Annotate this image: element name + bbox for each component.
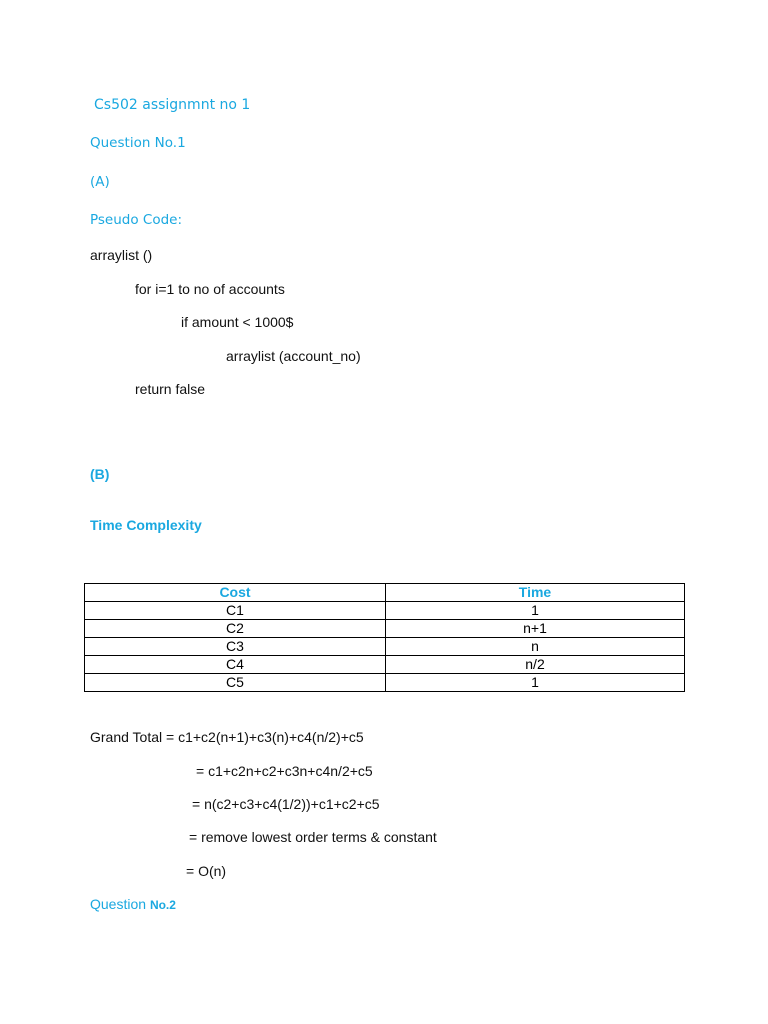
table-row	[85, 674, 685, 692]
question-2-prefix: Question	[90, 896, 147, 912]
time-cell: 1	[386, 674, 685, 692]
time-cell: n	[386, 638, 685, 656]
question-2-heading	[90, 895, 176, 914]
equation-line-1: Grand Total = c1+c2(n+1)+c3(n)+c4(n/2)+c5	[90, 729, 364, 745]
code-line-3: if amount < 1000$	[181, 314, 294, 330]
code-line-1: arraylist ()	[90, 247, 153, 263]
code-line-2: for i=1 to no of accounts	[135, 281, 285, 297]
equation-line-5: = O(n)	[186, 863, 227, 879]
time-complexity-heading: Time Complexity	[90, 517, 202, 533]
cost-cell: C1	[85, 602, 386, 620]
table-row	[85, 620, 685, 638]
question-1-heading: Question No.1	[90, 135, 186, 151]
table-row	[85, 602, 685, 620]
code-line-4: arraylist (account_no)	[226, 348, 361, 364]
part-b-label: (B)	[90, 466, 110, 482]
equation-line-2: = c1+c2n+c2+c3n+c4n/2+c5	[196, 763, 373, 779]
cost-cell: C5	[85, 674, 386, 692]
time-cell: n/2	[386, 656, 685, 674]
table-row	[85, 656, 685, 674]
cost-cell: C3	[85, 638, 386, 656]
document-title: Cs502 assignmnt no 1	[94, 97, 251, 113]
question-2-number: No.2	[149, 898, 176, 912]
part-a-label: (A)	[90, 174, 110, 190]
table-header-row	[85, 584, 685, 602]
table-row	[85, 638, 685, 656]
cost-cell: C4	[85, 656, 386, 674]
time-cell: 1	[386, 602, 685, 620]
equation-line-4: = remove lowest order terms & constant	[189, 829, 437, 845]
time-column-header: Time	[386, 584, 685, 602]
code-line-5: return false	[135, 381, 206, 397]
time-cell: n+1	[386, 620, 685, 638]
cost-column-header: Cost	[85, 584, 386, 602]
pseudo-code-heading: Pseudo Code:	[90, 212, 183, 228]
cost-time-table	[84, 583, 685, 692]
cost-cell: C2	[85, 620, 386, 638]
equation-line-3: = n(c2+c3+c4(1/2))+c1+c2+c5	[192, 796, 380, 812]
